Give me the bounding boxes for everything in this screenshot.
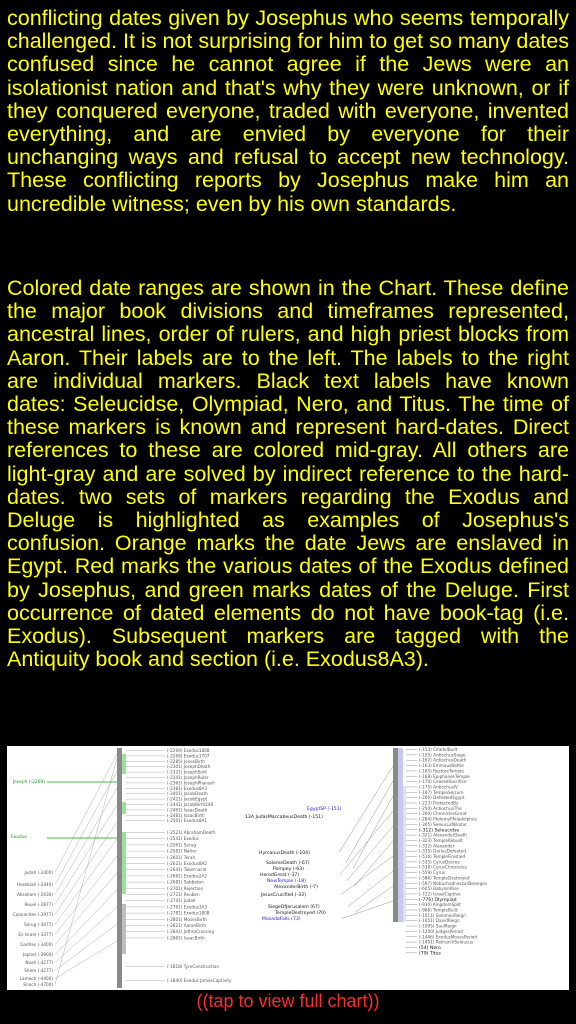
- chart-right-label: (-200) DefeatedEgypt: [419, 795, 465, 801]
- chart-center-connector: [348, 871, 393, 907]
- timeline-bar-green-1: [122, 754, 126, 774]
- chart-middle-label: (-2761) Exodus3A3: [167, 904, 208, 910]
- chart-right-label: (-586) TempleDestroyed: [419, 875, 470, 881]
- chart-right-label: (-223) ProtectedBy: [419, 800, 459, 806]
- chart-middle-label: (-2521) AbrahamDeath: [167, 830, 216, 835]
- chart-right-label: (-1491) PatriarchSeleucus: [419, 939, 474, 945]
- chart-right-label: (79) Titus: [419, 951, 441, 957]
- chart-center-label: HerodGreat (-37): [260, 873, 300, 878]
- chart-right-label: (-305) SeleucusNikator: [419, 821, 468, 827]
- chart-left-label: Noah (-4277): [25, 960, 53, 965]
- chart-right-label: (-1200) JudgesPeriod: [419, 928, 463, 934]
- chart-right-label: (-284) PtolemyPhiladelphus: [419, 816, 477, 822]
- chart-right-label: (-323) TempleRebuilt: [419, 837, 463, 843]
- chart-middle-label: (-2821) AaronBirth: [167, 923, 207, 928]
- chart-middle-label: (-2581) Nahor: [167, 848, 197, 854]
- timeline-bar-lightgray: [403, 786, 406, 922]
- chart-center-labels: [245, 806, 342, 922]
- chart-right-label: (-187) TempleSeizure: [419, 789, 464, 795]
- chart-middle-label: (-2541) Exodus: [167, 836, 199, 842]
- chart-middle-label: (-2561) Serug: [167, 842, 197, 848]
- chart-center-label: MasadaFalls (73): [262, 917, 301, 922]
- chart-right-labels: [419, 747, 487, 956]
- chart-center-label: 13A JudasMaccabeusDeath (-151): [245, 815, 323, 820]
- chart-middle-label: (-2269) Exodus1808: [167, 748, 210, 753]
- chart-center-label: SalomeDeath (-67): [266, 861, 310, 866]
- chart-middle-label: (-2721) Reuben: [167, 892, 200, 897]
- chart-left-connectors: [55, 751, 165, 985]
- chart-middle-label: (-2801) MosesBirth: [167, 916, 207, 922]
- chart-center-connector: [339, 766, 393, 853]
- chart-middle-label: (-2701) Rejection: [167, 885, 204, 891]
- chart-middle-label: (-2269) Exodus1707: [167, 753, 210, 759]
- chart-right-label: (54) Nero: [419, 945, 441, 951]
- chart-middle-label: (-2621) Exodus8A2: [167, 861, 208, 866]
- chart-right-label: (-1095) SaulReign: [419, 923, 457, 929]
- article-paragraph-2: Colored date ranges are shown in the Chart. These define the major book divisions and timeframes represented, ancestral lines, order of rulers, and high priest blocks from Aaron. Their labels are to the left. The labels to the right are individual markers. Black text labels have known dates: Seleucidse, Olympiad, Nero, and Titus. The time of these markers is known and represent hard-dates. Direct references to these are colored mid-gray. All others are light-gray and are solved by indirect reference to the hard-dates. two sets of markers regarding the Exodus and Deluge is highlighted as examples of Josephus's confusion. Orange marks the date Jews are enslaved in Egypt. Red marks the various dates of the Exodus defined by Josephus, and green marks dates of the Deluge. First occurrence of dated elements do not have book-tag (i.e. Exodus). Subsequent markers are tagged with the Antiquity book and section (i.e. Exodus8A3).: [7, 276, 569, 672]
- chart-right-label: (-538) CyrusChronicles: [419, 864, 467, 870]
- chart-middle-label: (-2285) JonesBirth: [167, 758, 206, 764]
- chart-left-label: Caananites (-2977): [12, 912, 53, 917]
- chart-middle-label: (-2441) JacobBirth248: [167, 802, 214, 807]
- chart-left-label: Japhet (-3900): [22, 952, 53, 957]
- chart-left-connector: [55, 873, 117, 945]
- chart-right-label: (-312) Seleucidse: [419, 828, 460, 834]
- chart-middle-label: (-2841) JethroCrossing: [167, 929, 215, 935]
- chart-right-label: (-155) AntiochusSiege: [419, 752, 466, 758]
- chart-left-label: Hezekiah (-2440): [16, 882, 53, 887]
- chart-right-label: (-260) ChroniclesGreat: [419, 811, 467, 817]
- chart-center-label-blue: EgyptSP (-151): [307, 807, 342, 812]
- chart-middle-column-labels: [167, 748, 232, 983]
- chart-center-label: HyrcanusDeath (-104): [259, 851, 310, 856]
- chart-right-label: (-335) DariusDefeated: [419, 848, 466, 854]
- chart-middle-label: (-2601) Terah: [167, 854, 196, 860]
- chart-thumbnail[interactable]: [7, 746, 569, 990]
- chart-svg: [7, 746, 569, 990]
- chart-left-connector: [55, 839, 117, 925]
- chart-left-connector: [55, 788, 117, 895]
- chart-right-label: (-165) RestoreTemple: [419, 768, 464, 774]
- chart-right-label: (-516) TempleFinished: [419, 854, 466, 859]
- chart-left-connector: [55, 941, 117, 979]
- chart-center-label: Pompey (-63): [273, 867, 304, 872]
- chart-left-label: Reuel (-2877): [24, 902, 53, 907]
- chart-middle-label: (-2301) JosephDeath: [167, 764, 211, 770]
- chart-left-label: Shem (-4277): [24, 968, 53, 973]
- timeline-bar-right: [393, 748, 398, 922]
- chart-right-label: (-1446) ExodusMosesPeriod: [419, 934, 477, 940]
- chart-bottom-label: (-1840) Exodus JamesCaptivity: [167, 978, 232, 983]
- chart-middle-label: (-2321) JosephSold: [167, 769, 207, 775]
- chart-bottom-label: (-1818) TyreConstruction: [167, 964, 220, 969]
- chart-right-label: (-170) CeasedSacrifice: [419, 779, 467, 785]
- chart-center-label: TempleDestroyed (70): [275, 911, 326, 916]
- chart-middle-label: (-2861) IsaacBirth: [167, 935, 205, 941]
- chart-middle-label: (-2381) Exodus8A3: [167, 785, 208, 791]
- chart-right-label: (-722) IsraelCaptive: [419, 891, 461, 897]
- chart-right-label: (-559) Cyrus: [419, 870, 446, 876]
- chart-middle-label: (-2361) JosephPharaoh: [167, 780, 215, 786]
- chart-right-label: (-930) KingdomSplit: [419, 902, 461, 908]
- chart-right-label: (-1051) DavidReign: [419, 918, 460, 924]
- chart-middle-label: (-2481) IsaacBirth: [167, 812, 205, 818]
- chart-left-connector: [55, 907, 117, 963]
- chart-middle-label: (-2421) JacobEgypt: [167, 796, 208, 802]
- chart-left-highlight-label: Exodus: [11, 835, 27, 840]
- chart-left-label: Abraham (-2630): [17, 892, 53, 897]
- chart-left-label: Lamech (-4400): [19, 976, 53, 981]
- chart-middle-label: (-2401) JacobDeath: [167, 791, 208, 797]
- chart-right-label: (-175) AntiochusIV: [419, 784, 458, 790]
- chart-center-connector: [341, 856, 393, 895]
- chart-middle-label: (-2781) Exodus1808: [167, 910, 210, 916]
- chart-center-connector: [340, 811, 393, 875]
- chart-left-label: Serug (-3077): [23, 922, 53, 927]
- timeline-bar-gray-1: [122, 904, 126, 954]
- chart-middle-label: (-2741) Judah: [167, 898, 196, 904]
- chart-middle-label: (-2641) Tabernacle: [167, 867, 207, 873]
- chart-left-labels: [11, 779, 53, 987]
- chart-right-label: (-597) NebuchadnezzarBeseiges: [419, 880, 488, 886]
- chart-right-label: (-168) EpiphanesTemple: [419, 773, 470, 779]
- chart-center-connector: [346, 781, 393, 863]
- chart-right-label: (-250) AntiochusThe: [419, 805, 462, 811]
- chart-right-label: (-162) AntiochusDeath: [419, 757, 467, 763]
- chart-center-connector: [353, 796, 393, 869]
- chart-right-label: (-1011) SolomonReign: [419, 912, 466, 918]
- chart-center-connector: [347, 826, 393, 881]
- timeline-bar-blue: [398, 748, 403, 922]
- tap-to-view-full-chart-link[interactable]: ((tap to view full chart)): [196, 991, 380, 1011]
- chart-right-label: (-321) AlexanderDeath: [419, 832, 467, 838]
- chart-right-label: (-966) TempleBuilt: [419, 907, 458, 913]
- chart-center-connector: [355, 886, 393, 913]
- chart-right-label: (-605) BabylonRise: [419, 886, 459, 892]
- chart-left-label: Enoch (-4700): [23, 982, 53, 987]
- chart-center-label: NewTemple (-18): [267, 879, 306, 884]
- timeline-bar-green-3: [122, 832, 126, 894]
- chart-left-connector: [55, 822, 117, 915]
- chart-left-label: Ex Israel (-3377): [18, 932, 53, 937]
- chart-left-connector: [55, 758, 117, 985]
- timeline-bar-green-2: [122, 802, 126, 814]
- chart-left-connector: [55, 890, 117, 955]
- chart-left-connector: [55, 924, 117, 971]
- chart-right-label: (-153) CitadelBuilt: [419, 747, 458, 752]
- chart-center-label: JesusCrucified (-33): [261, 893, 306, 898]
- chart-middle-label: (-2661) Exodus2A2: [167, 873, 208, 879]
- chart-center-label: SiegeOfJerusalem (67): [268, 905, 320, 910]
- chart-middle-label: (-2341) JosephRuler: [167, 775, 209, 780]
- article-paragraph-1: conflicting dates given by Josephus who seems temporally challenged. It is not surprising for him to get so many dates confused since he cannot agree if the Jews were an isolationist nation and that's why they were unknown, or if they conquered everyone, traded with everyone, invented everything, and are envied by everyone for their unchanging ways and refusal to accept new technology. These conflicting reports by Josephus make him an uncredible witness; even by his own standards.: [7, 6, 569, 216]
- chart-left-label: Joseph (-2269): [12, 780, 45, 785]
- chart-left-label: Gadites (-3400): [20, 942, 53, 947]
- chart-middle-label: (-2461) IsaacDeath: [167, 807, 208, 813]
- chart-middle-label: (-2501) Exodus8A1: [167, 818, 208, 824]
- timeline-bar-left: [117, 748, 122, 988]
- chart-left-label: Judah (-2400): [24, 870, 53, 875]
- chart-center-label: AlexanderBirth (-7): [274, 885, 318, 890]
- chart-right-label: (-776) Olympiad: [419, 897, 457, 903]
- chart-right-label: (-163) EmmausBattle: [419, 763, 464, 769]
- chart-middle-label: (-2681) Sabbaton: [167, 879, 204, 885]
- chart-right-label: (-332) Alexander: [419, 843, 455, 849]
- chart-right-label: (-535) CyrusDecree: [419, 859, 460, 865]
- chart-center-connector: [354, 841, 393, 887]
